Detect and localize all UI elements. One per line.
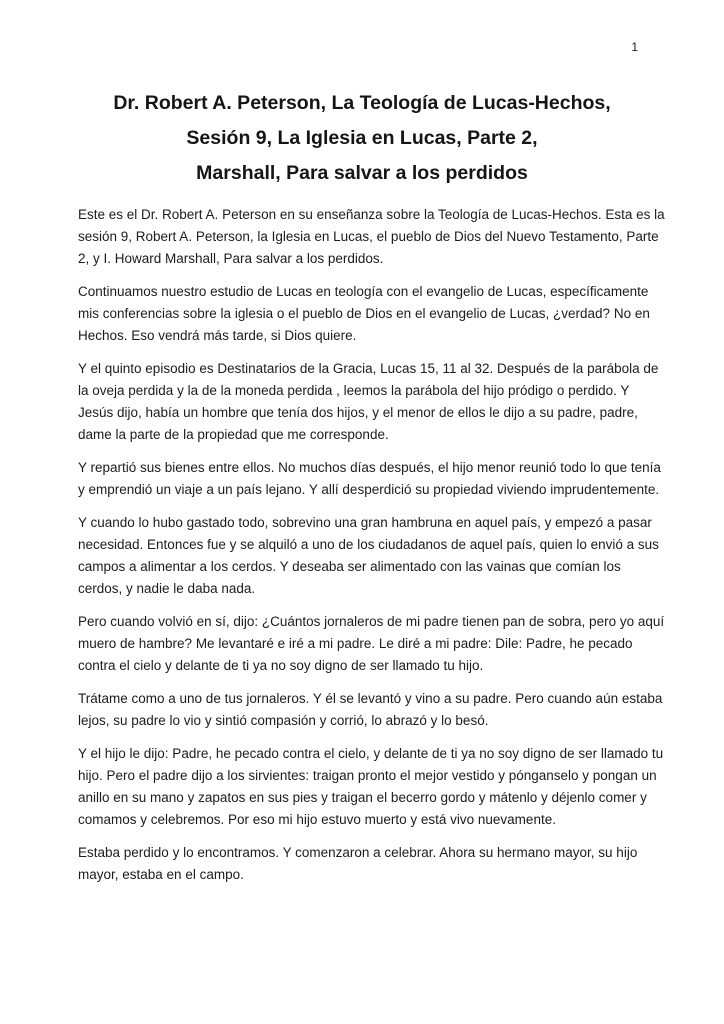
title-line-3: Marshall, Para salvar a los perdidos xyxy=(196,162,528,184)
title-line-2: Sesión 9, La Iglesia en Lucas, Parte 2, xyxy=(186,127,538,149)
paragraph: Y cuando lo hubo gastado todo, sobrevino una gran hambruna en aquel país, y empezó a pasar necesidad. Entonces fue y se alquiló a uno de los ciudadanos de aquel país, quien lo envió a sus campos a alimentar a los cerdos. Y deseaba ser alimentado con las vainas que comían los cerdos, y nadie le daba nada. xyxy=(78,515,659,596)
paragraph: Continuamos nuestro estudio de Lucas en teología con el evangelio de Lucas, específicamente mis conferencias sobre la iglesia o el pueblo de Dios en el evangelio de Lucas, ¿verdad? No en Hechos. Eso vendrá más tarde, si Dios quiere. xyxy=(78,284,650,343)
page-number: 1 xyxy=(631,40,638,54)
paragraph: Este es el Dr. Robert A. Peterson en su enseñanza sobre la Teología de Lucas-Hechos. Esta es la sesión 9, Robert A. Peterson, la Iglesia en Lucas, el pueblo de Dios del Nuevo Testamento, Parte 2, y I. Howard Marshall, Para salvar a los perdidos. xyxy=(78,207,665,266)
document-title xyxy=(0,0,724,191)
paragraph: Y el quinto episodio es Destinatarios de la Gracia, Lucas 15, 11 al 32. Después de la parábola de la oveja perdida y la de la moneda perdida , leemos la parábola del hijo pródigo o perdido. Y Jesús dijo, había un hombre que tenía dos hijos, y el menor de ellos le dijo a su padre, padre, dame la parte de la propiedad que me corresponde. xyxy=(78,361,659,442)
title-line-1: Dr. Robert A. Peterson, La Teología de Lucas-Hechos, xyxy=(113,92,611,114)
paragraph: Trátame como a uno de tus jornaleros. Y él se levantó y vino a su padre. Pero cuando aún estaba lejos, su padre lo vio y sintió compasión y corrió, lo abrazó y lo besó. xyxy=(78,691,663,728)
paragraph: Estaba perdido y lo encontramos. Y comenzaron a celebrar. Ahora su hermano mayor, su hijo mayor, estaba en el campo. xyxy=(78,845,638,882)
paragraph: Pero cuando volvió en sí, dijo: ¿Cuántos jornaleros de mi padre tienen pan de sobra, pero yo aquí muero de hambre? Me levantaré e iré a mi padre. Le diré a mi padre: Dile: Padre, he pecado contra el cielo y delante de ti ya no soy digno de ser llamado tu hijo. xyxy=(78,614,665,673)
paragraph: Y el hijo le dijo: Padre, he pecado contra el cielo, y delante de ti ya no soy digno de ser llamado tu hijo. Pero el padre dijo a los sirvientes: traigan pronto el mejor vestido y pónganselo y pongan un anillo en su mano y zapatos en sus pies y traigan el becerro gordo y mátenlo y déjenlo comer y comamos y celebremos. Por eso mi hijo estuvo muerto y está vivo nuevamente. xyxy=(78,746,664,827)
paragraph: Y repartió sus bienes entre ellos. No muchos días después, el hijo menor reunió todo lo que tenía y emprendió un viaje a un país lejano. Y allí desperdició su propiedad viviendo imprudentemente. xyxy=(78,460,661,497)
document-body xyxy=(78,204,666,886)
